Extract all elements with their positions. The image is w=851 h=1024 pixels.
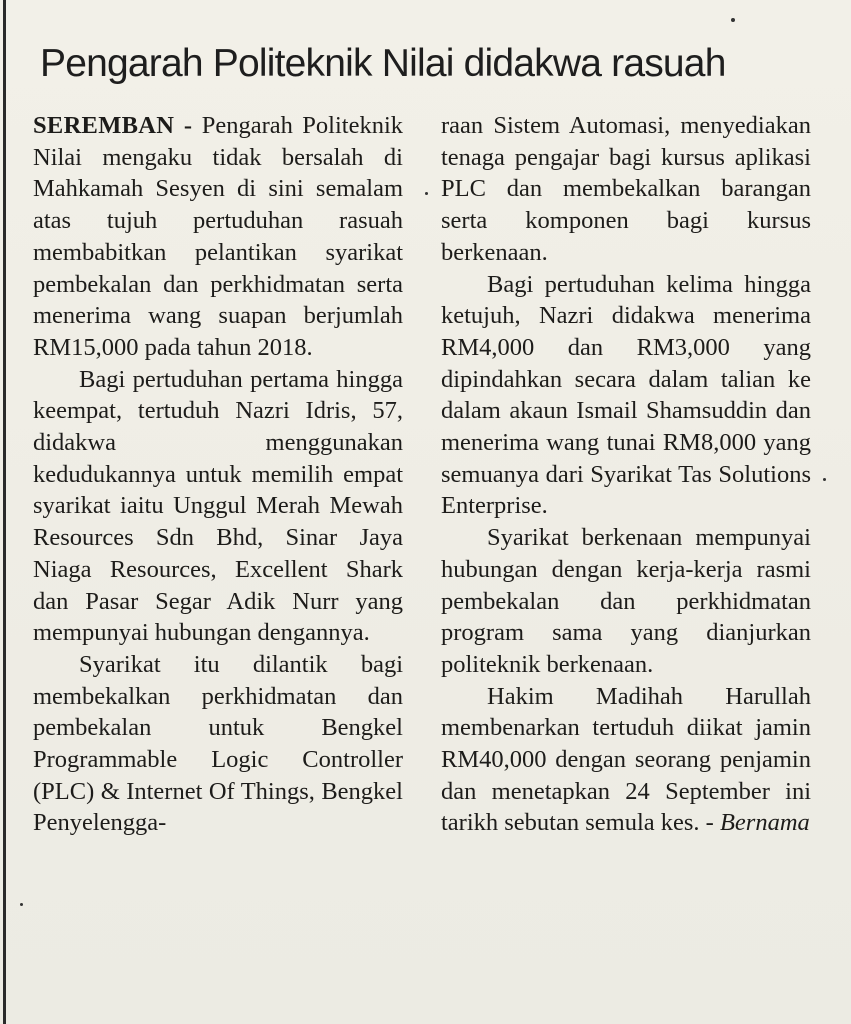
paragraph-5: Syarikat berkenaan mempunyai hubungan dengan kerja-kerja rasmi pembekalan dan perkhidmatan program sama yang dianjurkan politeknik berkenaan. <box>441 524 811 678</box>
byline: - Bernama <box>705 809 810 837</box>
print-speck <box>20 903 23 906</box>
print-speck <box>823 478 826 481</box>
headline: Pengarah Politeknik Nilai didakwa rasuah <box>40 42 726 85</box>
paragraph-2: Bagi pertuduhan pertama hingga keempat, tertuduh Nazri Idris, 57, didakwa menggunakan kedudukannya untuk memilih empat syarikat iaitu Unggul Merah Mewah Resources Sdn Bhd, Sinar Jaya Niaga Resources, Excellent Shark dan Pasar Segar Adik Nurr yang mempunyai hubungan dengannya. <box>33 365 403 647</box>
paragraph-4: Bagi pertuduhan kelima hingga ketujuh, Nazri didakwa menerima RM4,000 dan RM3,000 yang dipindahkan secara dalam talian ke dalam akaun Ismail Shamsuddin dan menerima wang tunai RM8,000 yang semuanya dari Syarikat Tas Solutions Enterprise. <box>441 270 811 520</box>
paragraph-3: Syarikat itu dilantik bagi membekalkan perkhidmatan dan pembekalan untuk Bengkel Programmable Logic Controller (PLC) & Internet Of Things, Bengkel Penyelengga- <box>33 650 403 837</box>
paragraph-6-text: Hakim Madihah Harullah membenarkan tertuduh diikat jamin RM40,000 dengan seorang penjamin dan menetapkan 24 September ini tarikh sebutan semula kes. <box>441 682 811 837</box>
paragraph-1-text: Pengarah Politeknik Nilai mengaku tidak bersalah di Mahkamah Sesyen di sini semalam atas tujuh pertuduhan rasuah membabitkan pelantikan syarikat pembekalan dan perkhidmatan serta menerima wang suapan berjumlah RM15,000 pada tahun 2018. <box>33 112 403 361</box>
paragraph-6 <box>441 681 811 840</box>
paragraph-3-continued: raan Sistem Automasi, menyediakan tenaga pengajar bagi kursus aplikasi PLC dan membekalkan barangan serta komponen bagi kursus berkenaan. <box>441 112 811 266</box>
article-column-right <box>441 110 811 990</box>
dateline: SEREMBAN - <box>33 112 193 139</box>
print-speck <box>731 18 735 22</box>
print-speck <box>425 192 428 195</box>
paragraph-1 <box>33 110 403 364</box>
article-column-left <box>33 110 403 990</box>
column-rule <box>3 0 6 1024</box>
